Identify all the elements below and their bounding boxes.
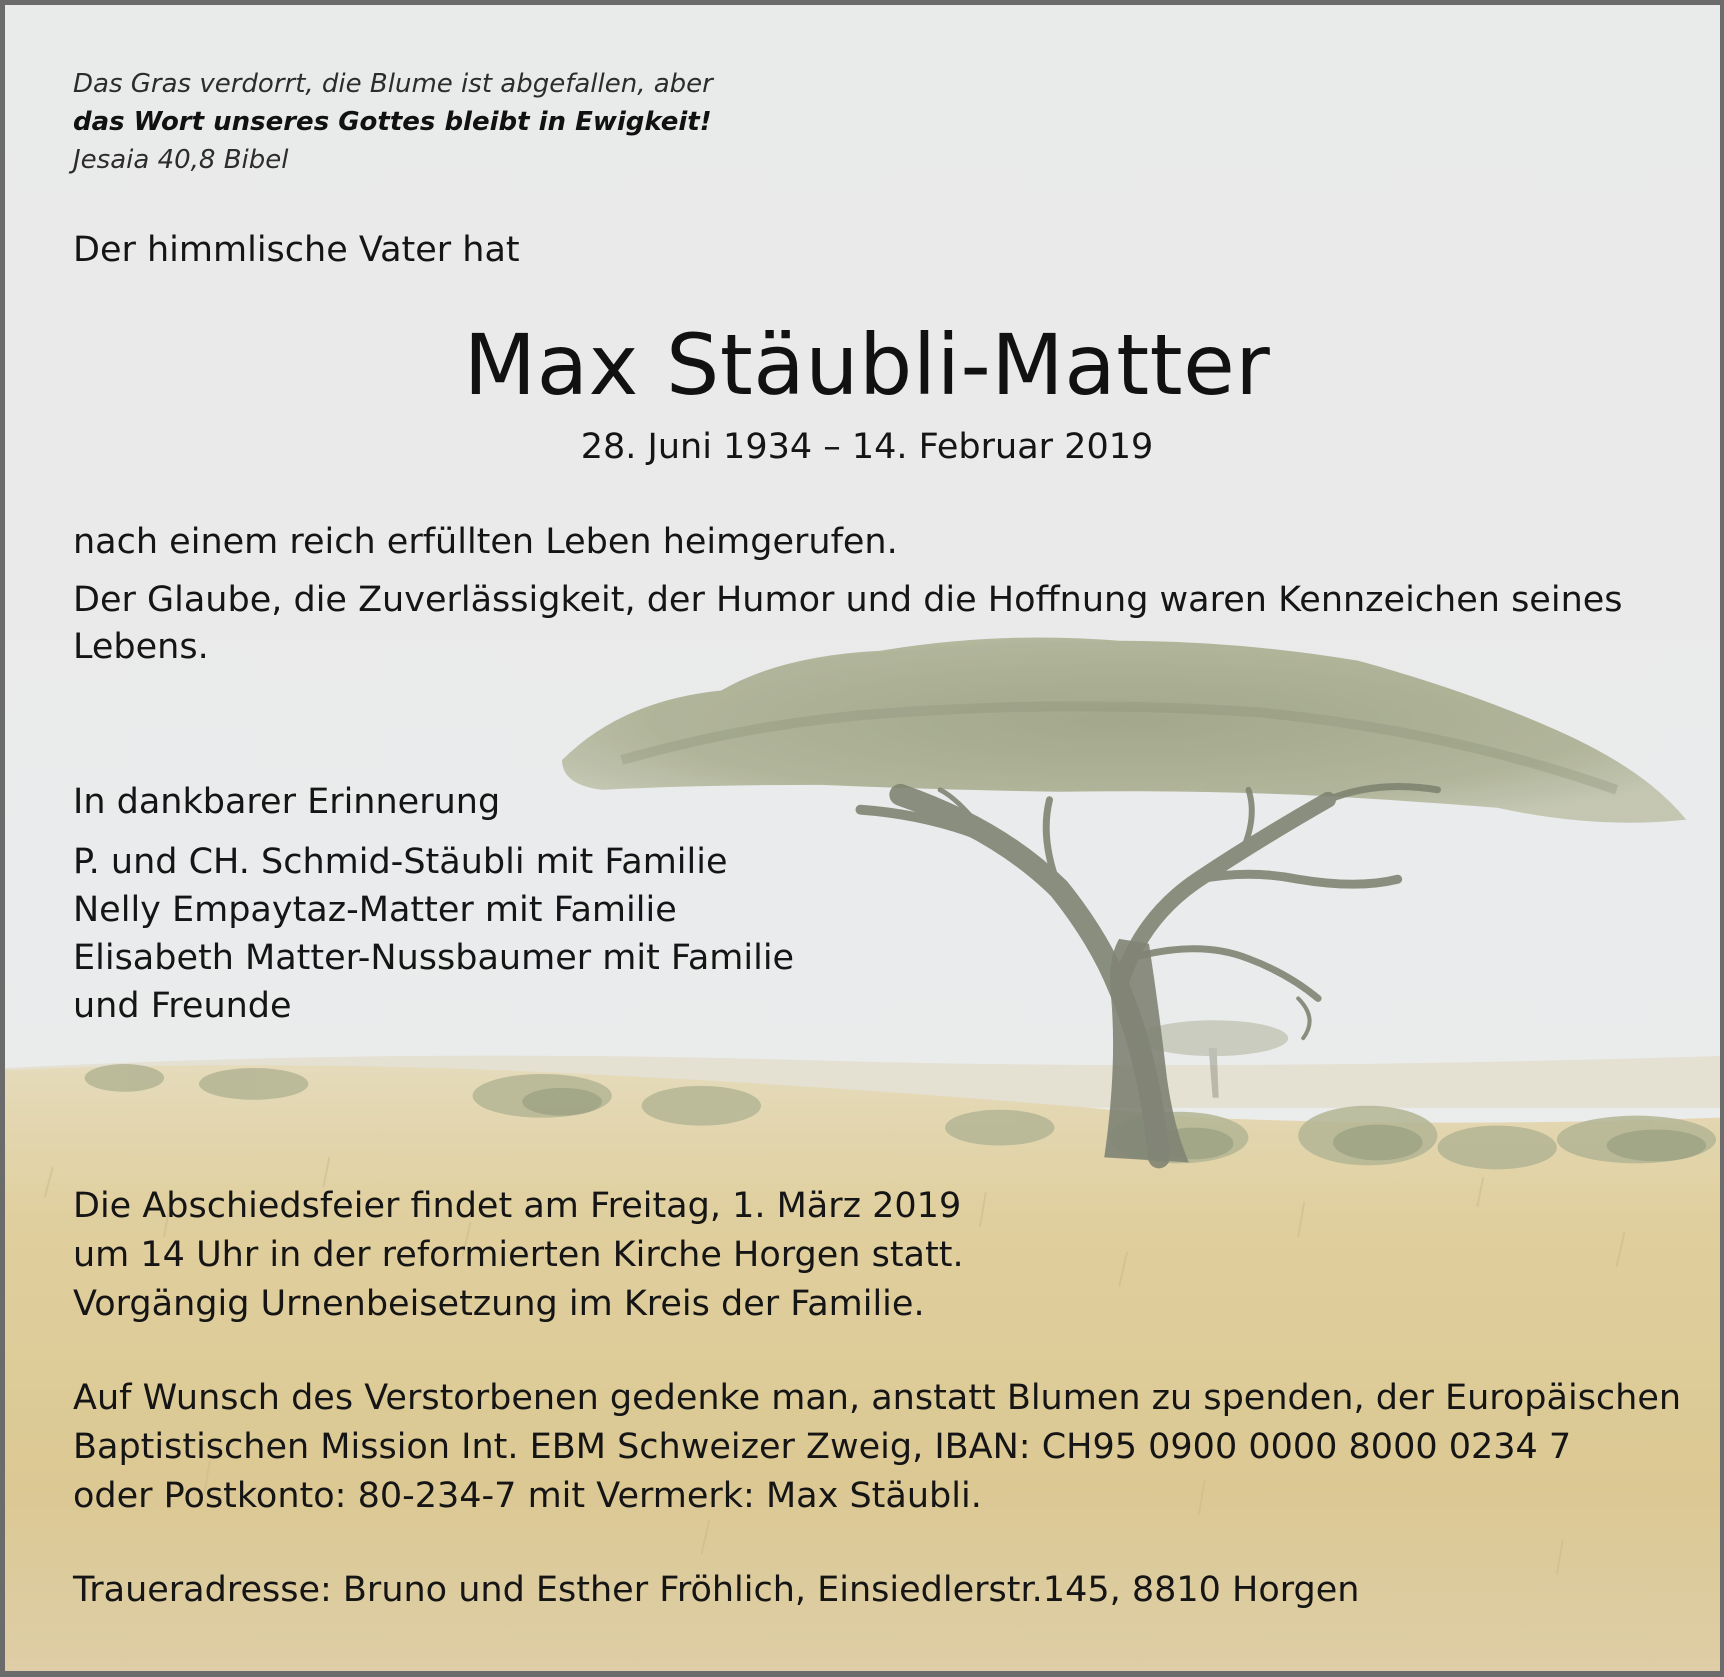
- mourner-name: und Freunde: [73, 986, 292, 1026]
- donation-line: Auf Wunsch des Verstorbenen gedenke man, anstatt Blumen zu spenden, der Europäischen: [73, 1378, 1682, 1418]
- ceremony-line: Die Abschiedsfeier findet am Freitag, 1. März 2019: [73, 1186, 962, 1226]
- message-line-1: nach einem reich erfüllten Leben heimgerufen.: [73, 522, 898, 562]
- motto-line-1: Das Gras verdorrt, die Blume ist abgefallen, aber: [73, 69, 713, 99]
- mourner-name: Elisabeth Matter-Nussbaumer mit Familie: [73, 938, 795, 978]
- mourner-name: Nelly Empaytaz-Matter mit Familie: [73, 890, 677, 930]
- deceased-name: Max Stäubli-Matter: [463, 316, 1271, 414]
- donation-line: Baptistischen Mission Int. EBM Schweizer Zweig, IBAN: CH95 0900 0000 8000 0234 7: [73, 1427, 1572, 1467]
- ceremony-line: um 14 Uhr in der reformierten Kirche Horgen statt.: [73, 1235, 964, 1275]
- donation-line: oder Postkonto: 80-234-7 mit Vermerk: Max Stäubli.: [73, 1476, 982, 1516]
- motto-line-2: das Wort unseres Gottes bleibt in Ewigkeit!: [73, 107, 712, 137]
- mourning-address: Traueradresse: Bruno und Esther Fröhlich, Einsiedlerstr.145, 8810 Horgen: [73, 1570, 1360, 1610]
- mourners-heading: In dankbarer Erinnerung: [73, 782, 501, 822]
- obituary-content: [5, 5, 1720, 1671]
- intro-text: Der himmlische Vater hat: [73, 230, 520, 270]
- mourner-name: P. und CH. Schmid-Stäubli mit Familie: [73, 842, 728, 882]
- message-line-3: Lebens.: [73, 627, 209, 667]
- motto-source: Jesaia 40,8 Bibel: [73, 145, 289, 175]
- ceremony-line: Vorgängig Urnenbeisetzung im Kreis der Familie.: [73, 1284, 925, 1324]
- life-dates: 28. Juni 1934 – 14. Februar 2019: [580, 427, 1154, 467]
- message-line-2: Der Glaube, die Zuverlässigkeit, der Humor und die Hoffnung waren Kennzeichen seines: [73, 580, 1623, 620]
